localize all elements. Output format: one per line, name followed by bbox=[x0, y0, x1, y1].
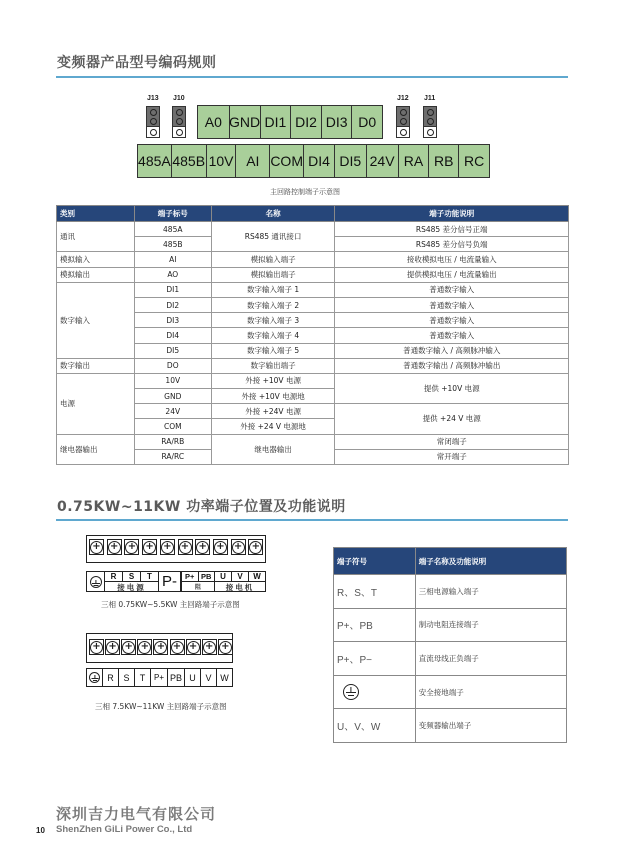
screw-terminal bbox=[195, 539, 210, 555]
screw-terminal bbox=[231, 539, 246, 555]
jumper-j12 bbox=[396, 106, 410, 138]
table-row bbox=[57, 373, 569, 388]
category-cell: 数字输入 bbox=[57, 282, 135, 358]
function-cell: 接收模拟电压 / 电流量输入 bbox=[335, 252, 569, 267]
table-header-row bbox=[334, 548, 567, 575]
terminal-cell: 10V bbox=[134, 373, 211, 388]
name-cell: 外接 +10V 电源地 bbox=[211, 389, 335, 404]
function-cell: RS485 差分信号负端 bbox=[335, 237, 569, 252]
input-group-label: 接电源 bbox=[117, 583, 146, 592]
function-cell: 常闭端子 bbox=[335, 434, 569, 449]
section-title-power-terminals: 0.75KW~11KW 功率端子位置及功能说明 bbox=[57, 499, 346, 515]
terminal-cell: DI1 bbox=[134, 282, 211, 297]
terminal-di4: DI4 bbox=[304, 145, 335, 177]
function-cell: 提供 +10V 电源 bbox=[335, 373, 569, 403]
terminal-a0: A0 bbox=[198, 106, 230, 138]
name-cell: 数字输入端子 5 bbox=[211, 343, 335, 358]
screw-terminal bbox=[124, 539, 139, 555]
label-w: W bbox=[220, 672, 229, 683]
terminal-cell: AO bbox=[134, 267, 211, 282]
category-cell: 电源 bbox=[57, 373, 135, 434]
function-cell: 常开端子 bbox=[335, 449, 569, 464]
screw-terminal bbox=[170, 639, 185, 655]
function-cell: 普通数字输入 bbox=[335, 282, 569, 297]
screw-terminal bbox=[137, 639, 152, 655]
screw-terminal bbox=[153, 639, 168, 655]
terminal-485b: 485B bbox=[172, 145, 207, 177]
table-header-row bbox=[57, 206, 569, 222]
section-divider bbox=[56, 76, 568, 78]
jumper-j10 bbox=[172, 106, 186, 138]
power-diagram-large-caption: 三相 7.5KW~11KW 主回路端子示意图 bbox=[95, 702, 227, 711]
page-number: 10 bbox=[36, 826, 45, 835]
name-cell: 数字输入端子 3 bbox=[211, 313, 335, 328]
terminal-cell: RA/RC bbox=[134, 449, 211, 464]
screw-terminal bbox=[142, 539, 157, 555]
table-row bbox=[334, 575, 567, 609]
table-row bbox=[57, 434, 569, 449]
output-group bbox=[215, 572, 265, 591]
table-row bbox=[334, 608, 567, 642]
screw-terminal bbox=[178, 539, 193, 555]
power-label-strip-large bbox=[86, 668, 233, 687]
table-row bbox=[57, 267, 569, 282]
name-cell: 外接 +24V 电源 bbox=[211, 404, 335, 419]
ground-icon bbox=[89, 672, 100, 683]
terminal-ra: RA bbox=[399, 145, 430, 177]
jumper-label-j10: J10 bbox=[173, 95, 185, 102]
label-p-plus: P+ bbox=[151, 669, 168, 686]
label-t: T bbox=[147, 572, 152, 581]
terminal-cell: RA/RB bbox=[134, 434, 211, 449]
description-cell: 制动电阻连接端子 bbox=[415, 608, 566, 642]
name-cell: 模拟输入端子 bbox=[211, 252, 335, 267]
label-pb: PB bbox=[201, 572, 212, 581]
screw-terminal bbox=[121, 639, 136, 655]
function-cell: 普通数字输入 / 高频脉冲输入 bbox=[335, 343, 569, 358]
brake-group-label: 阻 bbox=[194, 584, 201, 591]
table-row bbox=[57, 252, 569, 267]
function-cell: 提供 +24 V 电源 bbox=[335, 404, 569, 434]
category-cell: 模拟输入 bbox=[57, 252, 135, 267]
description-cell: 三相电源输入端子 bbox=[415, 575, 566, 609]
header-terminal: 端子标号 bbox=[134, 206, 211, 222]
header-function: 端子功能说明 bbox=[335, 206, 569, 222]
terminal-485a: 485A bbox=[138, 145, 172, 177]
control-diagram-caption: 主回路控制端子示意图 bbox=[270, 188, 340, 196]
terminal-cell: GND bbox=[134, 389, 211, 404]
label-p-minus: P- bbox=[159, 572, 181, 591]
screw-terminal bbox=[186, 639, 201, 655]
label-s: S bbox=[123, 572, 141, 581]
terminal-cell: DI5 bbox=[134, 343, 211, 358]
label-r: R bbox=[105, 572, 123, 581]
screw-terminal bbox=[89, 539, 104, 555]
category-cell: 模拟输出 bbox=[57, 267, 135, 282]
name-cell: 继电器输出 bbox=[211, 434, 335, 464]
function-cell: 提供模拟电压 / 电流量输出 bbox=[335, 267, 569, 282]
terminal-com: COM bbox=[270, 145, 304, 177]
screw-terminal bbox=[107, 539, 122, 555]
terminal-cell: 485A bbox=[134, 222, 211, 237]
name-cell: 数字输入端子 1 bbox=[211, 282, 335, 297]
table-row bbox=[334, 642, 567, 676]
label-pb: PB bbox=[168, 669, 185, 686]
label-u: U bbox=[215, 572, 232, 581]
category-cell: 数字输出 bbox=[57, 358, 135, 373]
screw-terminal-block bbox=[86, 535, 266, 563]
terminal-cell: 485B bbox=[134, 237, 211, 252]
label-r: R bbox=[103, 669, 119, 686]
table-row bbox=[57, 358, 569, 373]
label-w: W bbox=[253, 572, 261, 581]
terminal-rc: RC bbox=[459, 145, 489, 177]
terminal-di5: DI5 bbox=[335, 145, 367, 177]
label-p-plus: P+ bbox=[182, 572, 199, 581]
table-row bbox=[57, 282, 569, 297]
jumper-label-j13: J13 bbox=[147, 95, 159, 102]
power-diagram-small-caption: 三相 0.75KW~5.5KW 主回路端子示意图 bbox=[101, 600, 240, 609]
terminal-di2: DI2 bbox=[291, 106, 322, 138]
ground-icon bbox=[90, 576, 102, 588]
terminal-rb: RB bbox=[429, 145, 459, 177]
name-cell: 数字输入端子 2 bbox=[211, 297, 335, 312]
function-cell: RS485 差分信号正端 bbox=[335, 222, 569, 237]
control-terminal-row-top bbox=[197, 105, 383, 139]
screw-terminal bbox=[218, 639, 233, 655]
table-row bbox=[334, 675, 567, 709]
screw-terminal bbox=[248, 539, 263, 555]
terminal-di1: DI1 bbox=[261, 106, 292, 138]
screw-terminal bbox=[160, 539, 175, 555]
function-cell: 普通数字输入 bbox=[335, 328, 569, 343]
terminal-cell: DO bbox=[134, 358, 211, 373]
jumper-label-j11: J11 bbox=[424, 95, 436, 102]
ground-cell bbox=[87, 572, 105, 591]
symbol-cell bbox=[334, 675, 416, 709]
name-cell: 外接 +24 V 电源地 bbox=[211, 419, 335, 434]
screw-terminal bbox=[213, 539, 228, 555]
screw-terminal-block bbox=[86, 633, 233, 663]
table-row bbox=[334, 709, 567, 743]
input-group bbox=[105, 572, 159, 591]
control-terminal-row-bottom bbox=[137, 144, 490, 178]
header-symbol: 端子符号 bbox=[334, 548, 416, 575]
screw-terminal bbox=[89, 639, 104, 655]
screw-terminal bbox=[202, 639, 217, 655]
symbol-cell: U、V、W bbox=[334, 709, 416, 743]
screw-terminal bbox=[105, 639, 120, 655]
description-cell: 变频器输出端子 bbox=[415, 709, 566, 743]
name-cell: 数字输出端子 bbox=[211, 358, 335, 373]
terminal-cell: DI4 bbox=[134, 328, 211, 343]
label-u: U bbox=[185, 669, 201, 686]
power-label-strip-small bbox=[86, 571, 266, 592]
symbol-cell: P+、P− bbox=[334, 642, 416, 676]
name-cell: 模拟输出端子 bbox=[211, 267, 335, 282]
label-t: T bbox=[135, 669, 151, 686]
category-cell: 通讯 bbox=[57, 222, 135, 252]
function-cell: 普通数字输入 bbox=[335, 297, 569, 312]
ground-icon bbox=[343, 684, 359, 700]
power-terminal-table bbox=[333, 547, 567, 743]
terminal-cell: DI3 bbox=[134, 313, 211, 328]
name-cell: 外接 +10V 电源 bbox=[211, 373, 335, 388]
company-name-en: ShenZhen GiLi Power Co., Ltd bbox=[56, 824, 193, 835]
description-cell: 直流母线正负端子 bbox=[415, 642, 566, 676]
terminal-gnd: GND bbox=[230, 106, 261, 138]
name-cell: RS485 通讯接口 bbox=[211, 222, 335, 252]
label-v: V bbox=[232, 572, 249, 581]
terminal-di3: DI3 bbox=[322, 106, 353, 138]
label-s: S bbox=[119, 669, 135, 686]
company-name-cn: 深圳吉力电气有限公司 bbox=[56, 805, 217, 823]
jumper-j11 bbox=[423, 106, 437, 138]
description-cell: 安全接地端子 bbox=[415, 675, 566, 709]
table-row bbox=[57, 222, 569, 237]
header-description: 端子名称及功能说明 bbox=[415, 548, 566, 575]
jumper-label-j12: J12 bbox=[397, 95, 409, 102]
terminal-24v: 24V bbox=[367, 145, 399, 177]
terminal-cell: COM bbox=[134, 419, 211, 434]
terminal-cell: DI2 bbox=[134, 297, 211, 312]
header-category: 类别 bbox=[57, 206, 135, 222]
jumper-j13 bbox=[146, 106, 160, 138]
label-v: V bbox=[201, 669, 217, 686]
brake-group bbox=[181, 572, 215, 591]
terminal-10v: 10V bbox=[207, 145, 237, 177]
symbol-cell: R、S、T bbox=[334, 575, 416, 609]
terminal-d0: D0 bbox=[352, 106, 382, 138]
terminal-ai: AI bbox=[236, 145, 270, 177]
name-cell: 数字输入端子 4 bbox=[211, 328, 335, 343]
category-cell: 继电器输出 bbox=[57, 434, 135, 464]
function-cell: 普通数字输入 bbox=[335, 313, 569, 328]
section-divider bbox=[56, 519, 568, 521]
control-terminal-table bbox=[56, 205, 569, 465]
section-title-model-code: 变频器产品型号编码规则 bbox=[57, 55, 217, 71]
terminal-cell: 24V bbox=[134, 404, 211, 419]
terminal-cell: AI bbox=[134, 252, 211, 267]
output-group-label: 接电机 bbox=[225, 583, 255, 592]
ground-cell bbox=[87, 669, 103, 686]
header-name: 名称 bbox=[211, 206, 335, 222]
symbol-cell: P+、PB bbox=[334, 608, 416, 642]
function-cell: 普通数字输出 / 高频脉冲输出 bbox=[335, 358, 569, 373]
